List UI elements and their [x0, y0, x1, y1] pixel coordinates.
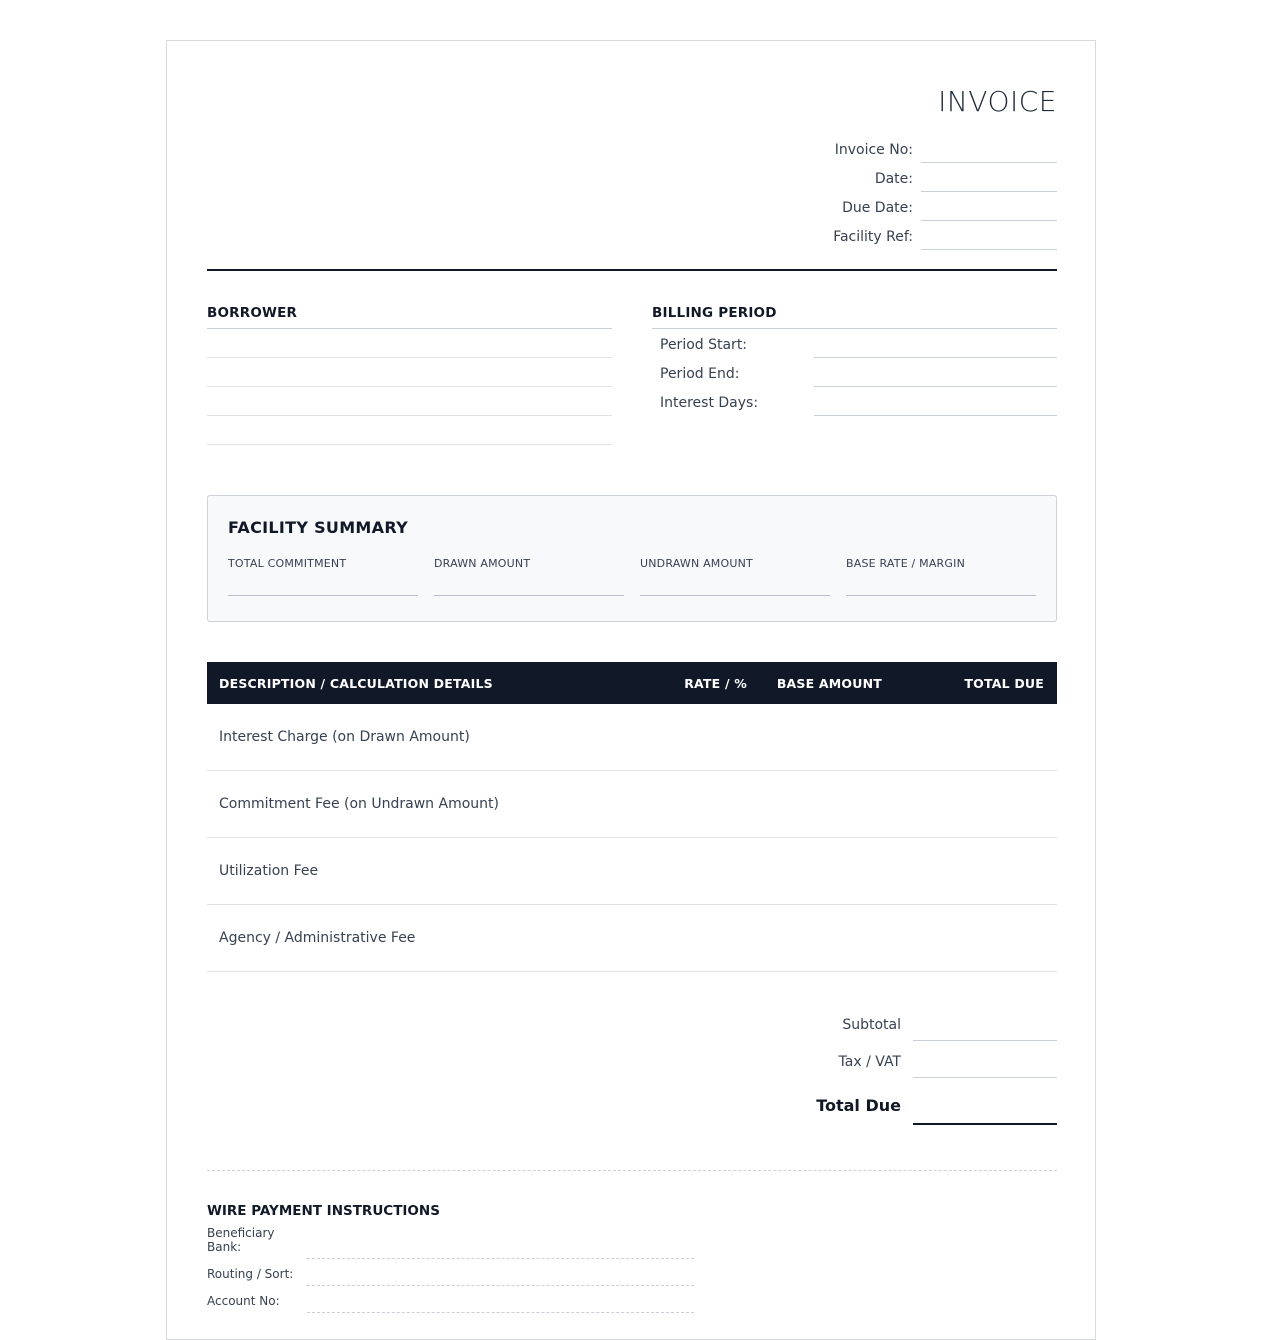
section-divider — [207, 1170, 1057, 1171]
totals-section — [757, 1004, 1057, 1125]
row-description: Commitment Fee (on Undrawn Amount) — [219, 796, 499, 812]
meta-label: Due Date: — [842, 200, 913, 216]
facility-col-total-commitment — [228, 557, 418, 596]
base-rate-margin-field[interactable] — [846, 570, 1036, 596]
wire-row-routing-sort — [207, 1259, 707, 1286]
borrower-line[interactable] — [207, 387, 612, 416]
facility-col-label: DRAWN AMOUNT — [434, 557, 531, 570]
borrower-heading: BORROWER — [207, 305, 612, 329]
wire-label: Beneficiary Bank: — [207, 1226, 275, 1254]
facility-col-label: BASE RATE / MARGIN — [846, 557, 965, 570]
facility-summary-columns — [228, 557, 1036, 596]
wire-label: Account No: — [207, 1294, 280, 1308]
facility-col-drawn-amount — [434, 557, 624, 596]
billing-row-period-start — [652, 329, 1057, 358]
row-description: Utilization Fee — [219, 863, 319, 879]
charges-table — [207, 662, 1057, 972]
invoice-no-field[interactable] — [921, 140, 1057, 163]
wire-label: Routing / Sort: — [207, 1267, 294, 1281]
tax-label: Tax / VAT — [838, 1054, 901, 1070]
table-header — [207, 662, 1057, 704]
meta-label: Invoice No: — [834, 142, 913, 158]
invoice-page — [166, 40, 1096, 1340]
drawn-amount-field[interactable] — [434, 570, 624, 596]
total-due-label: Total Due — [816, 1096, 901, 1115]
table-row — [207, 704, 1057, 771]
tax-row — [757, 1041, 1057, 1078]
meta-date — [757, 163, 1057, 192]
wire-row-beneficiary-bank — [207, 1226, 707, 1259]
facility-col-base-rate-margin — [846, 557, 1036, 596]
date-field[interactable] — [921, 169, 1057, 192]
wire-instructions-section — [207, 1203, 707, 1313]
billing-heading: BILLING PERIOD — [652, 305, 1057, 329]
meta-due-date — [757, 192, 1057, 221]
borrower-line[interactable] — [207, 358, 612, 387]
total-commitment-field[interactable] — [228, 570, 418, 596]
subtotal-row — [757, 1004, 1057, 1041]
billing-row-interest-days — [652, 387, 1057, 416]
billing-row-period-end — [652, 358, 1057, 387]
borrower-line[interactable] — [207, 416, 612, 445]
account-no-field[interactable] — [307, 1290, 694, 1313]
subtotal-field[interactable] — [913, 1010, 1057, 1041]
table-row — [207, 771, 1057, 838]
facility-col-label: UNDRAWN AMOUNT — [640, 557, 753, 570]
facility-col-label: TOTAL COMMITMENT — [228, 557, 347, 570]
billing-label: Interest Days: — [660, 395, 759, 411]
meta-facility-ref — [757, 221, 1057, 250]
invoice-title: INVOICE — [938, 85, 1057, 118]
facility-ref-field[interactable] — [921, 227, 1057, 250]
total-due-row — [757, 1078, 1057, 1125]
header-description: DESCRIPTION / CALCULATION DETAILS — [219, 675, 493, 691]
due-date-field[interactable] — [921, 198, 1057, 221]
header-rate: RATE / % — [684, 675, 747, 691]
header-divider — [207, 269, 1057, 271]
beneficiary-bank-field[interactable] — [307, 1236, 694, 1259]
undrawn-amount-field[interactable] — [640, 570, 830, 596]
meta-invoice-no — [757, 134, 1057, 163]
tax-field[interactable] — [913, 1047, 1057, 1078]
facility-summary-title: FACILITY SUMMARY — [228, 518, 408, 537]
routing-sort-field[interactable] — [307, 1263, 694, 1286]
row-description: Interest Charge (on Drawn Amount) — [219, 729, 470, 745]
total-due-field[interactable] — [913, 1083, 1057, 1125]
facility-col-undrawn-amount — [640, 557, 830, 596]
facility-summary-box — [207, 495, 1057, 622]
table-row — [207, 838, 1057, 905]
wire-instructions-title: WIRE PAYMENT INSTRUCTIONS — [207, 1203, 440, 1219]
billing-period-section — [652, 305, 1057, 416]
meta-label: Date: — [874, 171, 913, 187]
billing-label: Period End: — [660, 366, 740, 382]
period-end-field[interactable] — [814, 362, 1057, 387]
invoice-meta — [757, 134, 1057, 250]
wire-row-account-no — [207, 1286, 707, 1313]
row-description: Agency / Administrative Fee — [219, 930, 416, 946]
meta-label: Facility Ref: — [833, 229, 913, 245]
period-start-field[interactable] — [814, 333, 1057, 358]
billing-label: Period Start: — [660, 337, 748, 353]
interest-days-field[interactable] — [814, 391, 1057, 416]
subtotal-label: Subtotal — [842, 1017, 901, 1033]
header-total-due: TOTAL DUE — [964, 675, 1044, 691]
borrower-line[interactable] — [207, 329, 612, 358]
table-row — [207, 905, 1057, 972]
borrower-section — [207, 305, 612, 445]
header-base-amount: BASE AMOUNT — [776, 675, 882, 691]
